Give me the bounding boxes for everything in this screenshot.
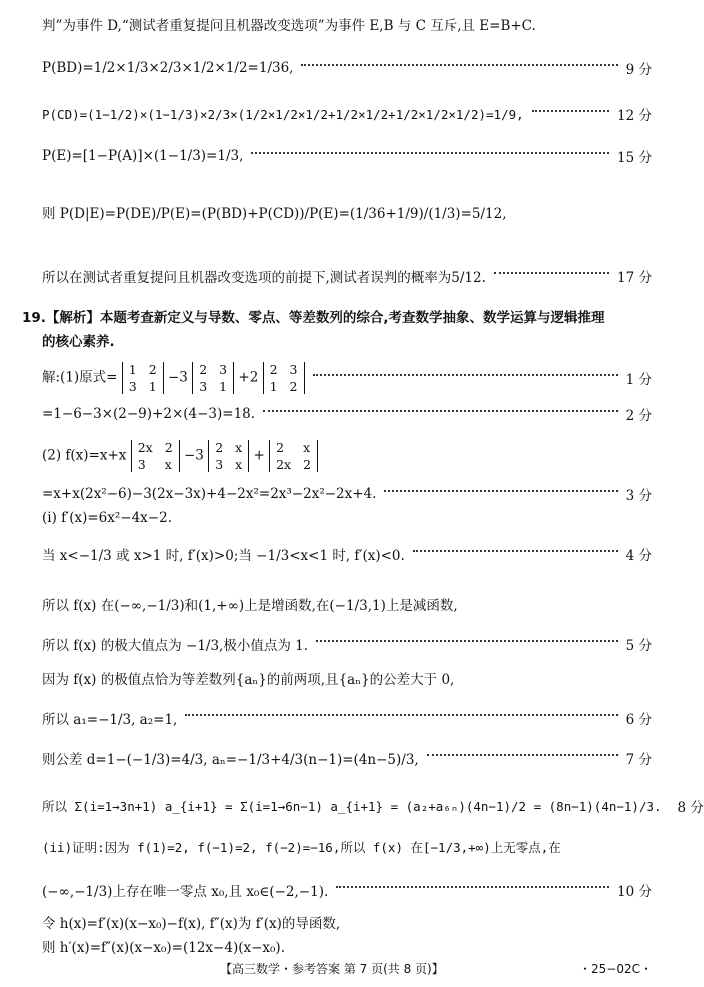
determinant-4: 2x 2 3 x (131, 440, 180, 472)
line-extreme-points: 所以 f(x) 的极大值点为 −1/3,极小值点为 1. 5 分 (42, 634, 652, 654)
line-summation: 所以 Σ(i=1→3n+1) a_{i+1} = Σ(i=1→6n−1) a_{i+1} = (a₂+a₆ₙ)(4n−1)/2 = (8n−1)(4n−1)/3. 8 分 (42, 796, 652, 816)
line-common-difference: 则公差 d=1−(−1/3)=4/3, aₙ=−1/3+4/3(n−1)=(4n−5)/3, 7 分 (42, 748, 652, 768)
determinant-3: 2 3 1 2 (263, 362, 305, 394)
leader-dots (413, 550, 618, 552)
line-first-terms: 所以 a₁=−1/3, a₂=1, 6 分 (42, 708, 652, 728)
line-determinant-result: =1−6−3×(2−9)+2×(4−3)=18. 2 分 (42, 406, 652, 424)
determinant-1: 1 2 3 1 (122, 362, 164, 394)
line-conclusion-probability: 所以在测试者重复提问且机器改变选项的前提下,测试者误判的概率为5/12. 17 分 (42, 266, 652, 286)
score-label: 3 分 (625, 488, 652, 504)
question-19-header: 19.【解析】本题考查新定义与导数、零点、等差数列的综合,考查数学抽象、数学运算与逻辑推理 (22, 310, 605, 326)
question-19-header-cont: 的核心素养. (42, 334, 115, 350)
line-h-derivative: 则 h′(x)=f″(x)(x−x₀)=(12x−4)(x−x₀). (42, 940, 285, 956)
leader-dots (532, 110, 609, 112)
line-proof-start: (ii)证明:因为 f(1)=2, f(−1)=2, f(−2)=−16,所以 f(x) 在[−1/3,+∞)上无零点,在 (42, 840, 561, 855)
leader-dots (185, 714, 617, 716)
score-label: 8 分 (677, 800, 704, 816)
determinant-2: 2 3 3 1 (192, 362, 234, 394)
footer-code: ・25−02C・ (579, 962, 652, 976)
score-label: 10 分 (617, 884, 652, 900)
line-determinant-expression: 解:(1)原式= 1 2 3 1 −3 2 3 3 1 +2 2 3 1 2 1 分 (42, 362, 652, 394)
score-label: 1 分 (625, 372, 652, 388)
score-label: 7 分 (625, 752, 652, 768)
determinant-5: 2 x 3 x (208, 440, 249, 472)
line-sequence-condition: 因为 f(x) 的极值点恰为等差数列{aₙ}的前两项,且{aₙ}的公差大于 0, (42, 672, 455, 688)
line-function-expanded: =x+x(2x²−6)−3(2x−3x)+4−2x²=2x³−2x²−2x+4. 3 分 (42, 486, 652, 504)
line-event-definition: 判”为事件 D,“测试者重复提问且机器改变选项”为事件 E,B 与 C 互斥,且 E=B+C. (42, 18, 536, 34)
line-p-cd: P(CD)=(1−1/2)×(1−1/3)×2/3×(1/2×1/2×1/2+1/2×1/2+1/2×1/2×1/2)=1/9, 12 分 (42, 104, 652, 124)
line-monotonicity: 所以 f(x) 在(−∞,−1/3)和(1,+∞)上是增函数,在(−1/3,1)上是减函数, (42, 598, 458, 614)
leader-dots (301, 64, 617, 66)
leader-dots (384, 490, 617, 492)
line-p-e: P(E)=[1−P(A)]×(1−1/3)=1/3, 15 分 (42, 148, 652, 166)
score-label: 9 分 (625, 62, 652, 78)
score-label: 17 分 (617, 270, 652, 286)
leader-dots (427, 754, 618, 756)
leader-dots (316, 640, 618, 642)
score-label: 6 分 (625, 712, 652, 728)
leader-dots (313, 374, 618, 376)
leader-dots (251, 152, 609, 154)
score-label: 12 分 (617, 108, 652, 124)
footer-center: 【高三数学・参考答案 第 7 页(共 8 页)】 (220, 962, 444, 976)
leader-dots (263, 410, 618, 412)
score-label: 4 分 (625, 548, 652, 564)
score-label: 5 分 (625, 638, 652, 654)
line-sign-analysis: 当 x<−1/3 或 x>1 时, f′(x)>0;当 −1/3<x<1 时, f′(x)<0. 4 分 (42, 544, 652, 564)
score-label: 2 分 (625, 408, 652, 424)
leader-dots (336, 886, 609, 888)
line-function-definition: (2) f(x)=x+x 2x 2 3 x −3 2 x 3 x + 2 x 2x 2 (42, 440, 652, 472)
determinant-6: 2 x 2x 2 (269, 440, 318, 472)
score-label: 15 分 (617, 150, 652, 166)
line-define-h: 令 h(x)=f′(x)(x−x₀)−f(x), f″(x)为 f′(x)的导函数, (42, 916, 341, 932)
leader-dots (494, 272, 609, 274)
line-unique-zero: (−∞,−1/3)上存在唯一零点 x₀,且 x₀∈(−2,−1). 10 分 (42, 880, 652, 900)
line-derivative: (i) f′(x)=6x²−4x−2. (42, 510, 172, 526)
line-p-bd: P(BD)=1/2×1/3×2/3×1/2×1/2=1/36, 9 分 (42, 60, 652, 78)
line-conditional-probability: 则 P(D|E)=P(DE)/P(E)=(P(BD)+P(CD))/P(E)=(1/36+1/9)/(1/3)=5/12, (42, 206, 507, 222)
